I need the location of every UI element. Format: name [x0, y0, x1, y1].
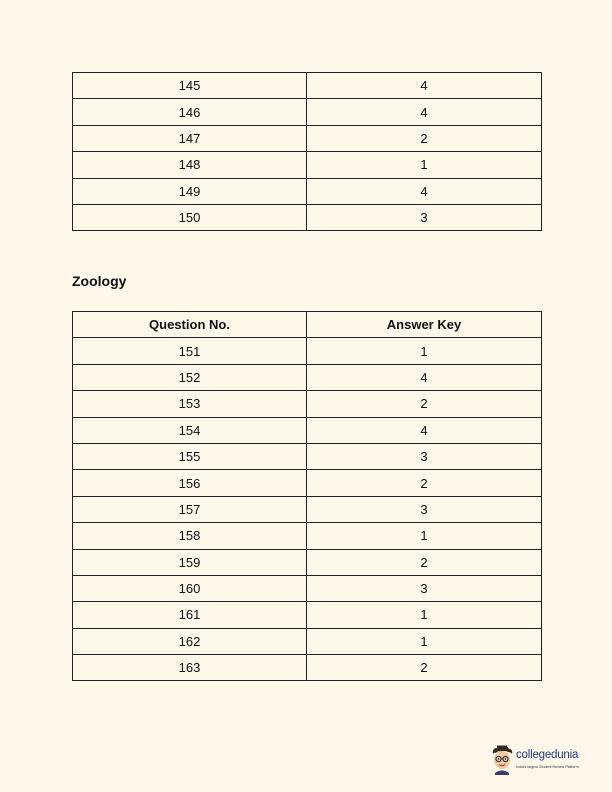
question-number-cell: 154	[73, 417, 307, 443]
table-row	[73, 470, 542, 496]
table-row	[73, 73, 542, 99]
question-number-cell: 145	[73, 73, 307, 99]
question-number-cell: 152	[73, 364, 307, 390]
table-row	[73, 655, 542, 681]
answer-key-cell: 3	[307, 443, 542, 469]
table-row	[73, 443, 542, 469]
answer-key-cell: 2	[307, 655, 542, 681]
answer-key-cell: 4	[307, 99, 542, 125]
question-number-cell: 158	[73, 523, 307, 549]
answer-key-cell: 2	[307, 391, 542, 417]
question-number-cell: 155	[73, 443, 307, 469]
question-number-cell: 147	[73, 125, 307, 151]
answer-key-cell: 4	[307, 178, 542, 204]
table-row	[73, 178, 542, 204]
question-number-cell: 146	[73, 99, 307, 125]
answer-key-cell: 4	[307, 417, 542, 443]
table-row	[73, 628, 542, 654]
question-number-cell: 151	[73, 338, 307, 364]
question-number-cell: 160	[73, 575, 307, 601]
answer-key-cell: 2	[307, 125, 542, 151]
collegedunia-logo	[489, 745, 594, 777]
zoology-answer-key-table	[72, 311, 542, 681]
answer-key-cell: 1	[307, 602, 542, 628]
question-number-cell: 161	[73, 602, 307, 628]
table-header	[73, 312, 542, 338]
answer-key-cell: 3	[307, 204, 542, 230]
table-row	[73, 99, 542, 125]
answer-key-cell: 3	[307, 496, 542, 522]
table-header-row	[73, 312, 542, 338]
answer-key-cell: 1	[307, 628, 542, 654]
table-row	[73, 496, 542, 522]
table-row	[73, 391, 542, 417]
section-heading-zoology: Zoology	[72, 273, 127, 289]
column-header-question-no: Question No.	[73, 312, 307, 338]
question-number-cell: 163	[73, 655, 307, 681]
question-number-cell: 153	[73, 391, 307, 417]
question-number-cell: 156	[73, 470, 307, 496]
question-number-cell: 162	[73, 628, 307, 654]
zoology-table-body	[73, 338, 542, 681]
table-row	[73, 549, 542, 575]
answer-key-cell: 1	[307, 152, 542, 178]
table-row	[73, 602, 542, 628]
question-number-cell: 149	[73, 178, 307, 204]
table-row	[73, 364, 542, 390]
logo-tagline: India's largest Student Review Platform	[516, 765, 579, 769]
answer-key-cell: 1	[307, 338, 542, 364]
answer-key-cell: 1	[307, 523, 542, 549]
table-row	[73, 125, 542, 151]
column-header-answer-key: Answer Key	[307, 312, 542, 338]
question-number-cell: 148	[73, 152, 307, 178]
answer-key-cell: 4	[307, 364, 542, 390]
mascot-icon	[489, 745, 515, 775]
answer-key-cell: 4	[307, 73, 542, 99]
table-row	[73, 338, 542, 364]
table-row	[73, 204, 542, 230]
answer-key-table-continued	[72, 72, 542, 231]
question-number-cell: 159	[73, 549, 307, 575]
answer-key-cell: 3	[307, 575, 542, 601]
answer-key-table-body	[73, 73, 542, 231]
answer-key-cell: 2	[307, 549, 542, 575]
table-row	[73, 575, 542, 601]
table-row	[73, 523, 542, 549]
question-number-cell: 157	[73, 496, 307, 522]
table-row	[73, 417, 542, 443]
logo-name: collegedunia	[516, 749, 579, 761]
answer-key-cell: 2	[307, 470, 542, 496]
table-row	[73, 152, 542, 178]
question-number-cell: 150	[73, 204, 307, 230]
